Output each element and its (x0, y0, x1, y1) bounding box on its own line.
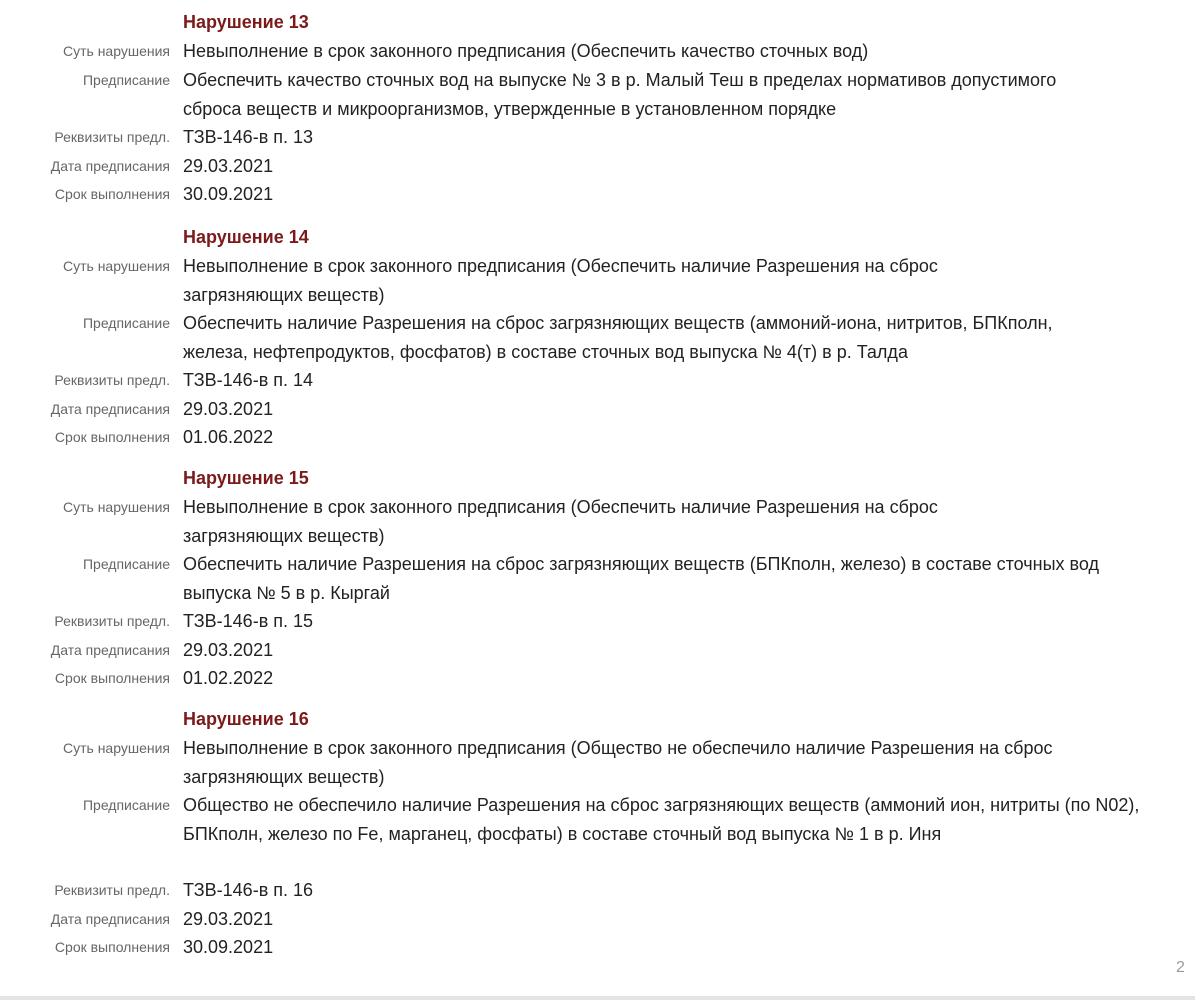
date-value: 29.03.2021 (183, 399, 274, 419)
deadline-label: Срок выполнения (54, 186, 170, 202)
requisites-label: Реквизиты предл. (54, 129, 170, 145)
prescription-value: Обеспечить наличие Разрешения на сброс загрязняющих веществ (БПКполн, железо) в составе сточных вод выпуска № 5 в р. Кыргай (183, 554, 1100, 603)
requisites-value: ТЗВ-146-в п. 13 (183, 127, 314, 147)
date-label: Дата предписания (50, 642, 170, 658)
prescription-value: Обеспечить наличие Разрешения на сброс загрязняющих веществ (аммоний-иона, нитритов, БПКполн, железа, нефтепродуктов, фосфатов) в составе сточных вод выпуска № 4(т) в р. Талда (183, 313, 1053, 362)
essence-label: Суть нарушения (62, 499, 170, 515)
requisites-label: Реквизиты предл. (54, 372, 170, 388)
requisites-label: Реквизиты предл. (54, 613, 170, 629)
date-label: Дата предписания (50, 911, 170, 927)
requisites-value: ТЗВ-146-в п. 16 (183, 880, 314, 900)
deadline-value: 30.09.2021 (183, 184, 274, 204)
deadline-value: 01.02.2022 (183, 668, 274, 688)
deadline-value: 01.06.2022 (183, 427, 274, 447)
requisites-label: Реквизиты предл. (54, 882, 170, 898)
violation-title: Нарушение 16 (183, 709, 309, 729)
violation-title: Нарушение 13 (183, 12, 309, 32)
essence-value: Невыполнение в срок законного предписания (Обеспечить наличие Разрешения на сброс загрязняющих веществ) (183, 497, 938, 546)
deadline-value: 30.09.2021 (183, 937, 274, 957)
prescription-label: Предписание (82, 72, 170, 88)
essence-value: Невыполнение в срок законного предписания (Обеспечить качество сточных вод) (183, 41, 869, 61)
date-value: 29.03.2021 (183, 909, 274, 929)
prescription-label: Предписание (82, 315, 170, 331)
prescription-value: Обеспечить качество сточных вод на выпуске № 3 в р. Малый Теш в пределах нормативов допустимого сброса веществ и микроорганизмов, утвержденные в установленном порядке (183, 70, 1057, 119)
date-label: Дата предписания (50, 401, 170, 417)
deadline-label: Срок выполнения (54, 670, 170, 686)
essence-label: Суть нарушения (62, 740, 170, 756)
essence-label: Суть нарушения (62, 258, 170, 274)
essence-value: Невыполнение в срок законного предписания (Обеспечить наличие Разрешения на сброс загрязняющих веществ) (183, 256, 938, 305)
essence-label: Суть нарушения (62, 43, 170, 59)
violation-title: Нарушение 14 (183, 227, 309, 247)
date-value: 29.03.2021 (183, 156, 274, 176)
prescription-value: Общество не обеспечило наличие Разрешения на сброс загрязняющих веществ (аммоний ион, нитриты (по N02), БПКполн, железо по Fe, марганец, фосфаты) в составе сточный вод выпуска № 1 в р. Иня (183, 795, 1140, 844)
prescription-label: Предписание (82, 556, 170, 572)
deadline-label: Срок выполнения (54, 939, 170, 955)
prescription-label: Предписание (82, 797, 170, 813)
date-label: Дата предписания (50, 158, 170, 174)
deadline-label: Срок выполнения (54, 429, 170, 445)
date-value: 29.03.2021 (183, 640, 274, 660)
page-number: 2 (1176, 959, 1185, 976)
requisites-value: ТЗВ-146-в п. 15 (183, 611, 314, 631)
requisites-value: ТЗВ-146-в п. 14 (183, 370, 314, 390)
violation-title: Нарушение 15 (183, 468, 309, 488)
bottom-divider (0, 996, 1195, 1000)
essence-value: Невыполнение в срок законного предписания (Общество не обеспечило наличие Разрешения на сброс загрязняющих веществ) (183, 738, 1053, 787)
